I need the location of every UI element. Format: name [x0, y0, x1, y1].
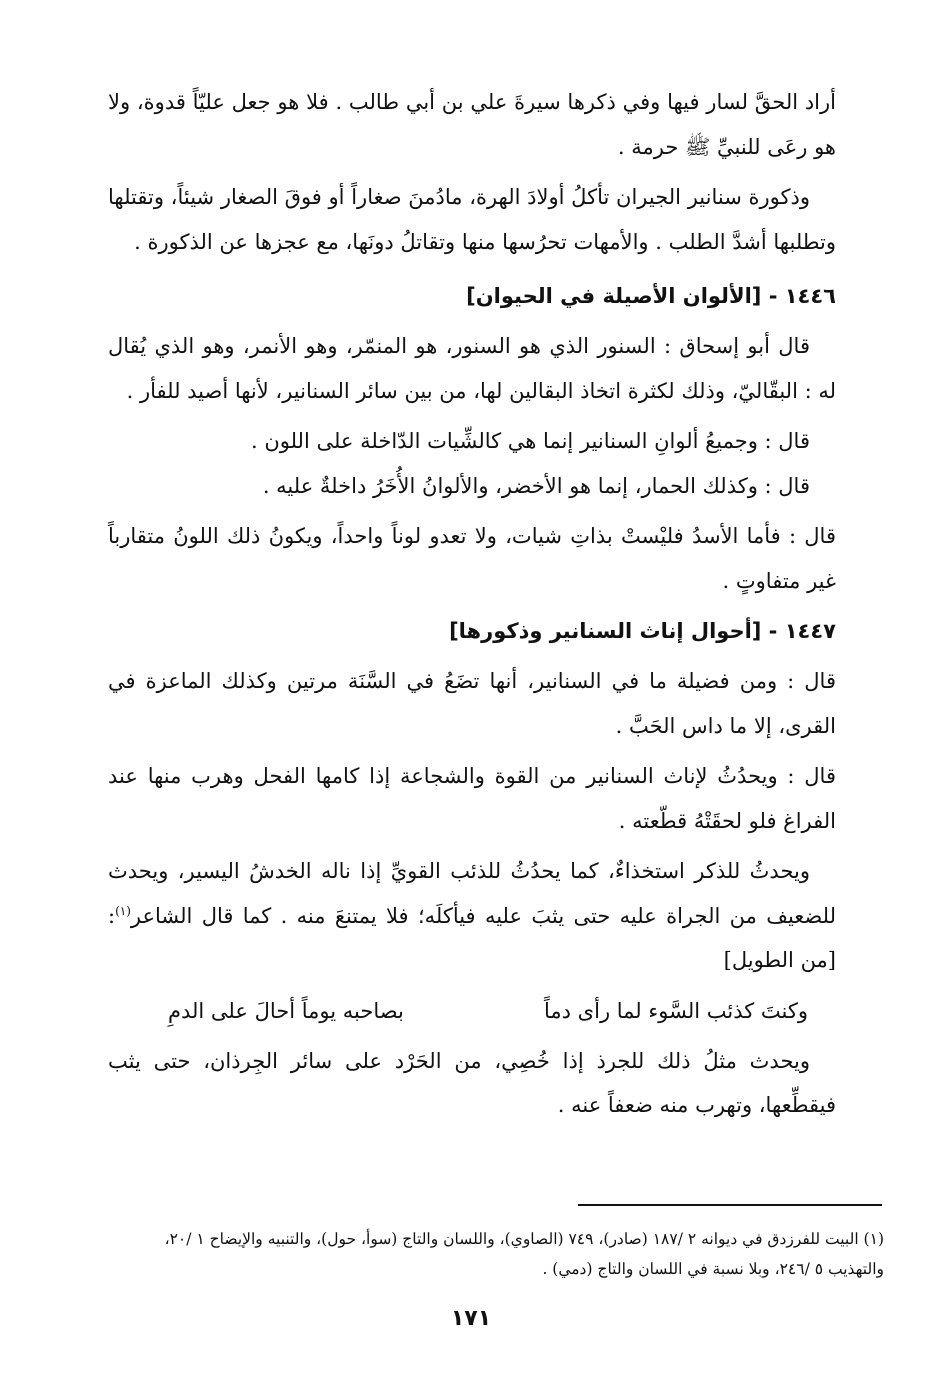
footnote: (١) البيت للفرزدق في ديوانه ٢ /١٨٧ (صادر)، ٧٤٩ (الصاوي)، واللسان والتاج (سوأ، حول)، والتنبيه والإيضاح ١ /٢٠، والتهذيب ٥ /٢٤٦، وبلا نسبة في اللسان والتاج (دمي) . — [164, 1230, 884, 1278]
section-heading: ١٤٤٦ - [الألوان الأصيلة في الحيوان] — [466, 284, 836, 308]
paragraph: وذكورة سنانير الجيران تأكلُ أولادَ الهرة، مادُمنَ صغاراً أو فوقَ الصغار شيئاً، وتقتلها وتطلبها أشدَّ الطلب . والأمهات تحرُسها منها وتقاتلُ دونَها، مع عجزها عن الذكورة . — [108, 185, 836, 254]
paragraph: قال : وجميعُ ألوانِ السنانير إنما هي كالشِّيات الدّاخلة على اللون . — [250, 429, 810, 453]
paragraph: ويحدث مثلُ ذلك للجرذ إذا خُصِي، من الحَرْد على سائر الجِرذان، حتى يثب فيقطِّعها، وتهرب منه ضعفاً عنه . — [108, 1048, 836, 1117]
paragraph: أراد الحقَّ لسار فيها وفي ذكرها سيرةَ علي بن أبي طالب . فلا هو جعل عليّاً قدوة، ولا هو رعَى للنبيِّ ﷺ حرمة . — [108, 90, 836, 159]
paragraph: قال : ومن فضيلة ما في السنانير، أنها تضَعُ في السَّنَة مرتين وكذلك الماعزة في القرى، إلا ما داس الحَبَّ . — [108, 669, 836, 738]
page-body — [108, 80, 836, 1128]
page-number: ١٧١ — [450, 1306, 492, 1331]
verse-second-hemistich: بصاحبه يوماً أحالَ على الدمِ — [168, 998, 404, 1023]
paragraph-text: : [من الطويل] — [108, 903, 836, 972]
paragraph: قال : وكذلك الحمار، إنما هو الأخضر، والألوانُ الأُخَرُ داخلةٌ عليه . — [262, 473, 810, 498]
footnote-divider — [578, 1204, 882, 1206]
footnote-reference: (١) — [115, 903, 131, 918]
paragraph: قال أبو إسحاق : السنور الذي هو السنور، هو المنمّر، وهو الأنمر، وهو الذي يُقال له : البقّاليّ، وذلك لكثرة اتخاذ البقالين لها، من بين سائر السنانير، لأنها أصيد للفأر . — [108, 334, 836, 403]
paragraph — [108, 849, 836, 983]
paragraph: قال : فأما الأسدُ فليْستْ بذاتِ شيات، ولا تعدو لوناً واحداً، ويكونُ ذلك اللونُ متقارباً غير متفاوتٍ . — [108, 524, 836, 593]
verse-first-hemistich: وكنتَ كذئب السَّوء لما رأى دماً — [544, 998, 808, 1023]
section-heading: ١٤٤٧ - [أحوال إناث السنانير وذكورها] — [449, 619, 836, 643]
poetry-verse — [108, 989, 836, 1033]
paragraph: قال : ويحدُثُ لإناث السنانير من القوة والشجاعة إذا كامها الفحل وهرب منها عند الفراغ فلو لحقَتْهُ قطّعته . — [108, 764, 836, 833]
paragraph-text: ويحدثُ للذكر استخذاءٌ، كما يحدُثُ للذئب القويِّ إذا ناله الخدشُ اليسير، ويحدث للضعيف من الجراة عليه حتى يثبَ عليه فيأكلَه؛ فلا يمتنعَ منه . كما قال الشاعر — [108, 859, 836, 928]
